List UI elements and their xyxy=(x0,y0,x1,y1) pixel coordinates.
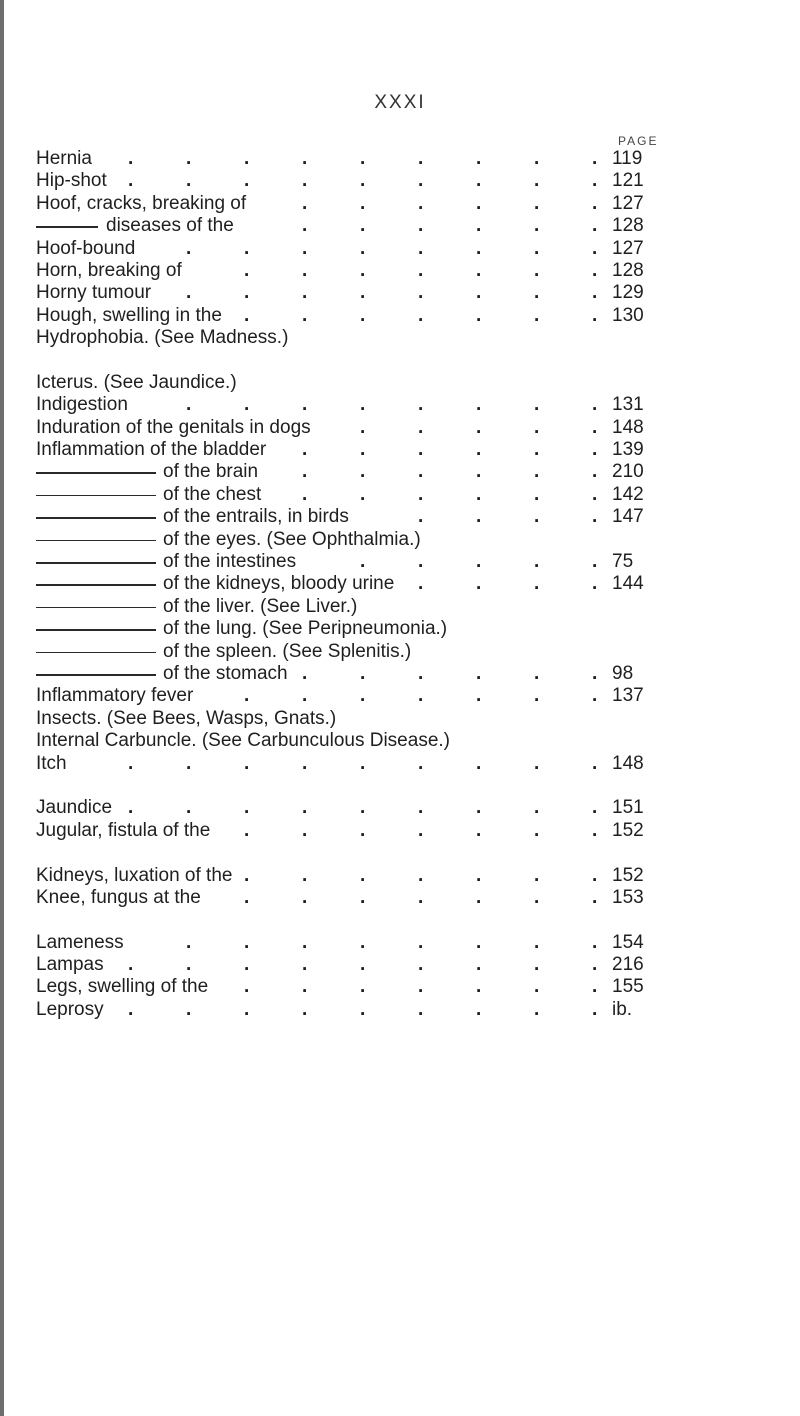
entry-page-number: 127 xyxy=(612,192,644,214)
index-entry xyxy=(36,954,716,976)
leader-dots: . . . . xyxy=(418,573,598,595)
index-entry xyxy=(36,865,716,887)
index-section-gap xyxy=(36,842,716,864)
entry-text: Itch xyxy=(36,752,67,774)
entry-page-number: 153 xyxy=(612,886,644,908)
entry-text: of the entrails, in birds xyxy=(163,506,349,528)
ditto-dash xyxy=(36,584,156,586)
leader-dots: . . . . . . . . xyxy=(186,237,598,259)
leader-dots: . . . . . . xyxy=(302,439,598,461)
entry-text: Hoof, cracks, breaking of xyxy=(36,192,247,214)
entry-text: of the lung. (See Peripneumonia.) xyxy=(163,618,448,640)
index-entry xyxy=(36,730,716,752)
index-subentry xyxy=(36,529,716,551)
entry-text: Jugular, fistula of the xyxy=(36,819,211,841)
page-number-header: XXXI xyxy=(374,92,426,113)
ditto-dash xyxy=(36,495,156,497)
entry-page-number: 152 xyxy=(612,819,644,841)
entry-text: Jaundice xyxy=(36,797,113,819)
entry-text: of the intestines xyxy=(163,551,297,573)
entry-text: of the eyes. (See Ophthalmia.) xyxy=(163,528,421,550)
leader-dots: . . . . . . . . . xyxy=(128,998,598,1020)
leader-dots: . . . . . xyxy=(360,416,598,438)
index-entry xyxy=(36,282,716,304)
entry-page-number: 131 xyxy=(612,394,644,416)
leader-dots: . . . . . . . xyxy=(244,976,598,998)
entry-text: Indigestion xyxy=(36,394,128,416)
index-entry xyxy=(36,260,716,282)
ditto-dash xyxy=(36,517,156,519)
index-subentry xyxy=(36,596,716,618)
index-subentry xyxy=(36,215,716,237)
leader-dots: . . . . . . . . . xyxy=(128,797,598,819)
index-section-gap xyxy=(36,775,716,797)
leader-dots: . . . . . . . xyxy=(244,259,598,281)
entry-text: Leprosy xyxy=(36,998,104,1020)
leader-dots: . . . . xyxy=(418,506,598,528)
entry-text: of the kidneys, bloody urine xyxy=(163,573,395,595)
index-entry xyxy=(36,708,716,730)
entry-page-number: 148 xyxy=(612,416,644,438)
index-subentry xyxy=(36,618,716,640)
entry-text: Legs, swelling of the xyxy=(36,976,209,998)
entry-page-number: 121 xyxy=(612,170,644,192)
entry-text: of the chest xyxy=(163,483,262,505)
index-subentry xyxy=(36,551,716,573)
entry-text: Horny tumour xyxy=(36,282,152,304)
index-section-gap xyxy=(36,350,716,372)
entry-text: Internal Carbuncle. (See Carbunculous Disease.) xyxy=(36,730,450,752)
entry-page-number: 119 xyxy=(612,148,643,169)
leader-dots: . . . . . . . xyxy=(244,819,598,841)
entry-page-number: 75 xyxy=(612,551,634,573)
page-column-label: PAGE xyxy=(618,134,659,148)
leader-dots: . . . . . . . . . xyxy=(128,170,598,192)
index-entry xyxy=(36,820,716,842)
entry-text: Icterus. (See Jaundice.) xyxy=(36,371,237,393)
ditto-dash xyxy=(36,674,156,676)
leader-dots: . . . . . . xyxy=(302,461,598,483)
entry-text: diseases of the xyxy=(106,215,234,237)
leader-dots: . . . . . . xyxy=(302,192,598,214)
entry-text: Knee, fungus at the xyxy=(36,886,201,908)
entry-page-number: 151 xyxy=(612,797,644,819)
entry-text: Insects. (See Bees, Wasps, Gnats.) xyxy=(36,707,337,729)
leader-dots: . . . . . . . xyxy=(244,304,598,326)
entry-text: of the spleen. (See Splenitis.) xyxy=(163,640,412,662)
index-entry xyxy=(36,148,716,170)
index-entry xyxy=(36,685,716,707)
leader-dots: . . . . . . xyxy=(302,215,598,237)
leader-dots: . . . . . . . . . xyxy=(128,148,598,169)
index-entry xyxy=(36,999,716,1021)
page-edge-rule xyxy=(0,0,4,1416)
index-subentry xyxy=(36,506,716,528)
leader-dots: . . . . . . . xyxy=(244,685,598,707)
leader-dots: . . . . . . . xyxy=(244,864,598,886)
entry-text: of the brain xyxy=(163,461,259,483)
ditto-dash xyxy=(36,540,156,542)
ditto-dash xyxy=(36,226,98,228)
entry-text: Hoof-bound xyxy=(36,237,136,259)
index-list xyxy=(36,148,716,1021)
index-entry xyxy=(36,193,716,215)
entry-page-number: 152 xyxy=(612,864,644,886)
leader-dots: . . . . . . . . . xyxy=(128,752,598,774)
entry-text: Hip-shot xyxy=(36,170,107,192)
entry-page-number: 155 xyxy=(612,976,644,998)
index-entry xyxy=(36,238,716,260)
index-subentry xyxy=(36,573,716,595)
entry-page-number: 128 xyxy=(612,259,644,281)
leader-dots: . . . . . . . . xyxy=(186,282,598,304)
index-subentry xyxy=(36,484,716,506)
leader-dots: . . . . . . . . . xyxy=(128,954,598,976)
entry-page-number: 139 xyxy=(612,439,644,461)
entry-page-number: 216 xyxy=(612,954,644,976)
entry-page-number: 142 xyxy=(612,483,644,505)
leader-dots: . . . . . . xyxy=(302,483,598,505)
entry-page-number: 130 xyxy=(612,304,644,326)
entry-text: Induration of the genitals in dogs xyxy=(36,416,311,438)
entry-page-number: 129 xyxy=(612,282,644,304)
leader-dots: . . . . . . . . xyxy=(186,394,598,416)
index-section-gap xyxy=(36,909,716,931)
index-entry xyxy=(36,439,716,461)
index-subentry xyxy=(36,663,716,685)
leader-dots: . . . . . . xyxy=(302,662,598,684)
index-entry xyxy=(36,932,716,954)
entry-page-number: 128 xyxy=(612,215,644,237)
index-entry xyxy=(36,327,716,349)
entry-text: of the liver. (See Liver.) xyxy=(163,595,358,617)
entry-text: Kidneys, luxation of the xyxy=(36,864,233,886)
entry-text: Hydrophobia. (See Madness.) xyxy=(36,327,289,349)
entry-page-number: 144 xyxy=(612,573,644,595)
index-entry xyxy=(36,170,716,192)
ditto-dash xyxy=(36,607,156,609)
entry-page-number: 147 xyxy=(612,506,644,528)
index-subentry xyxy=(36,641,716,663)
leader-dots: . . . . . . . xyxy=(244,886,598,908)
index-entry xyxy=(36,887,716,909)
entry-text: of the stomach xyxy=(163,662,288,684)
index-entry xyxy=(36,976,716,998)
entry-page-number: 127 xyxy=(612,237,644,259)
entry-page-number: 137 xyxy=(612,685,644,707)
entry-text: Lameness xyxy=(36,931,124,953)
index-entry xyxy=(36,305,716,327)
entry-text: Hernia xyxy=(36,148,92,169)
entry-text: Inflammation of the bladder xyxy=(36,439,267,461)
entry-page-number: 98 xyxy=(612,662,634,684)
entry-text: Inflammatory fever xyxy=(36,685,194,707)
index-entry xyxy=(36,417,716,439)
entry-page-number: 148 xyxy=(612,752,644,774)
entry-page-number: 154 xyxy=(612,931,644,953)
index-subentry xyxy=(36,461,716,483)
index-entry xyxy=(36,797,716,819)
leader-dots: . . . . . xyxy=(360,551,598,573)
ditto-dash xyxy=(36,629,156,631)
index-entry xyxy=(36,372,716,394)
index-entry xyxy=(36,753,716,775)
entry-text: Lampas xyxy=(36,954,104,976)
entry-page-number: ib. xyxy=(612,998,633,1020)
index-entry xyxy=(36,394,716,416)
entry-page-number: 210 xyxy=(612,461,644,483)
leader-dots: . . . . . . . . xyxy=(186,931,598,953)
ditto-dash xyxy=(36,562,156,564)
ditto-dash xyxy=(36,472,156,474)
entry-text: Horn, breaking of xyxy=(36,259,182,281)
entry-text: Hough, swelling in the xyxy=(36,304,222,326)
ditto-dash xyxy=(36,652,156,654)
